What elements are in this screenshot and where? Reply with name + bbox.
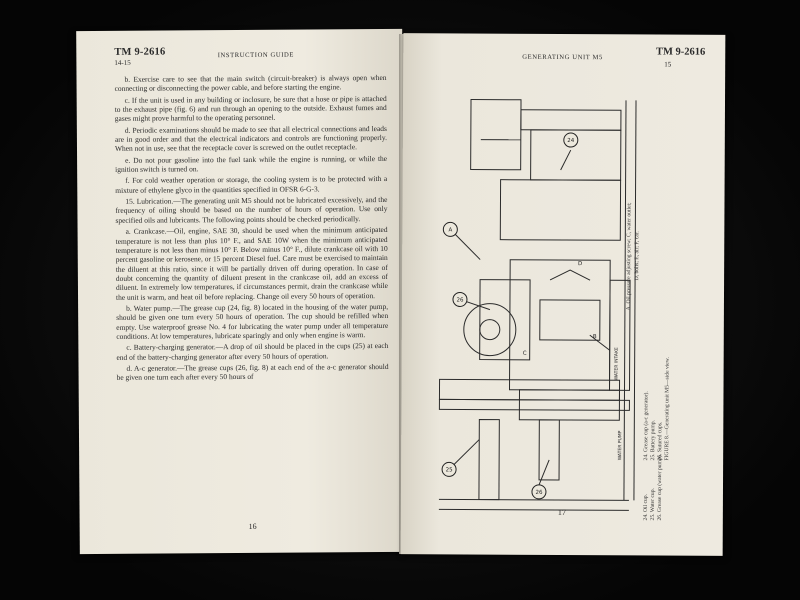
figure-caption [623,80,685,520]
callout-label: D [578,261,583,268]
page-number-top: 15 [664,60,672,69]
callout-label: C [522,350,527,357]
engine-diagram [419,79,651,520]
paragraph: d. A-c generator.—The grease cups (26, fig. 8) at each end of the a-c generator should be given one turn each after every 50 hours of [116,361,389,383]
callout-label: 26 [535,489,543,496]
right-page [401,33,726,556]
callout-label: 25 [445,467,453,474]
callout-label: 24 [567,138,575,145]
generator-circle [464,303,516,355]
tm-number: TM 9-2616 [114,46,166,58]
caption-line: 26. Grease cup (water pump). [656,454,664,521]
callout-label: A [448,227,453,234]
caption-line: 24. Oil cup. [642,493,649,521]
figure-title: FIGURE 8.—Generating unit M5—side view. [664,357,671,461]
caption-line: 25. Battery pump. [650,420,657,461]
left-header [114,45,386,67]
page-number: 17 [557,507,566,518]
paragraph: d. Periodic examinations should be made to see that all electrical connections and leads are in good order and that the electrical indicators and controls are functioning properly. When not in use, see that the receptacle cover is screwed on the outlet receptacle. [114,123,387,154]
paragraph: c. If the unit is used in any building or inclosure, be sure that a hose or pipe is attached to the exhaust pipe (fig. 6) and run through an opening to the outside. Exhaust fumes and gases might prove harmful to the operating personnel. [114,93,387,124]
callout-label: 26 [456,297,464,304]
left-page [76,29,406,554]
caption-line: D, bolts; E, air; F, car. [634,231,641,281]
paragraph-heading: 15. Lubrication.—The generating unit M5 should not be lubricated excessively, and the frequency of oiling should be based on the number of hours of operation. Use only specified oils and lubricants. The following points should be checked periodically. [115,195,388,225]
left-body-text [114,73,388,383]
paragraph: e. Do not pour gasoline into the fuel tank while the engine is running, or while the ignition switch is turned on. [115,153,388,174]
callout-label: B [592,334,597,341]
running-head: INSTRUCTION GUIDE [217,51,295,60]
caption-line: 24. Grease cup (a-c generator). [643,391,650,461]
paragraph: f. For cold weather operation or storage, the cooling system is to be protected with a mixture of ethylene glyco in the quantities specified in OFSR 6-G-3. [115,174,388,195]
fuel-tank [500,180,620,241]
page-range: 14-15 [114,58,131,67]
running-head: GENERATING UNIT M5 [522,53,603,62]
caption-line: A. Oil pressure adjusting screw; C, water outlet; [625,202,633,311]
paragraph: a. Crankcase.—Oil, engine, SAE 30, should be used when the minimum anticipated temperature is not less than plus 10° F., and SAE 10W when the minimum anticipated temperature is not less than minus 10° F. Below minus 10° F., dilute crankcase oil with 10 percent gasoline or kerosene, or 15 percent Diesel fuel. Care must be exercised to maintain the diluent at this ratio, since it will be partially driven off during operation. In case of doubt concerning the quantity of diluent present in the crankcase oil, add an excess of diluent. In extremely low temperatures, if circumstances permit, drain the crankcase while the unit is warm, and heat oil before replacing. Change oil every 50 hours of operation. [115,225,388,302]
caption-line: 26. Sutured cups. [657,421,664,461]
paragraph: b. Exercise care to see that the main switch (circuit-breaker) is always open when connecting or disconnecting the power cable, and before starting the engine. [114,72,387,94]
paragraph: b. Water pump.—The grease cup (24, fig. 8) located in the housing of the water pump, should be given one turn every 50 hours of operation. The cup should be refilled when empty. Use waterproof grease No. 4 for lubricating the water pump under all temperature conditions. At low temperatures, lubricate sparingly and only when engine is warm. [116,301,389,341]
paragraph: c. Battery-charging generator.—A drop of oil should be placed in the cups (25) at each end of the battery-charging generator after every 50 hours of operation. [116,341,389,362]
caption-line: 25. Water cup. [649,488,656,521]
page-number: 16 [248,521,257,531]
diagram-label: WATER INTAKE [614,347,620,381]
diagram-label: WATER PUMP [618,430,624,461]
tm-number: TM 9-2616 [655,46,706,58]
frame-top [521,110,621,131]
